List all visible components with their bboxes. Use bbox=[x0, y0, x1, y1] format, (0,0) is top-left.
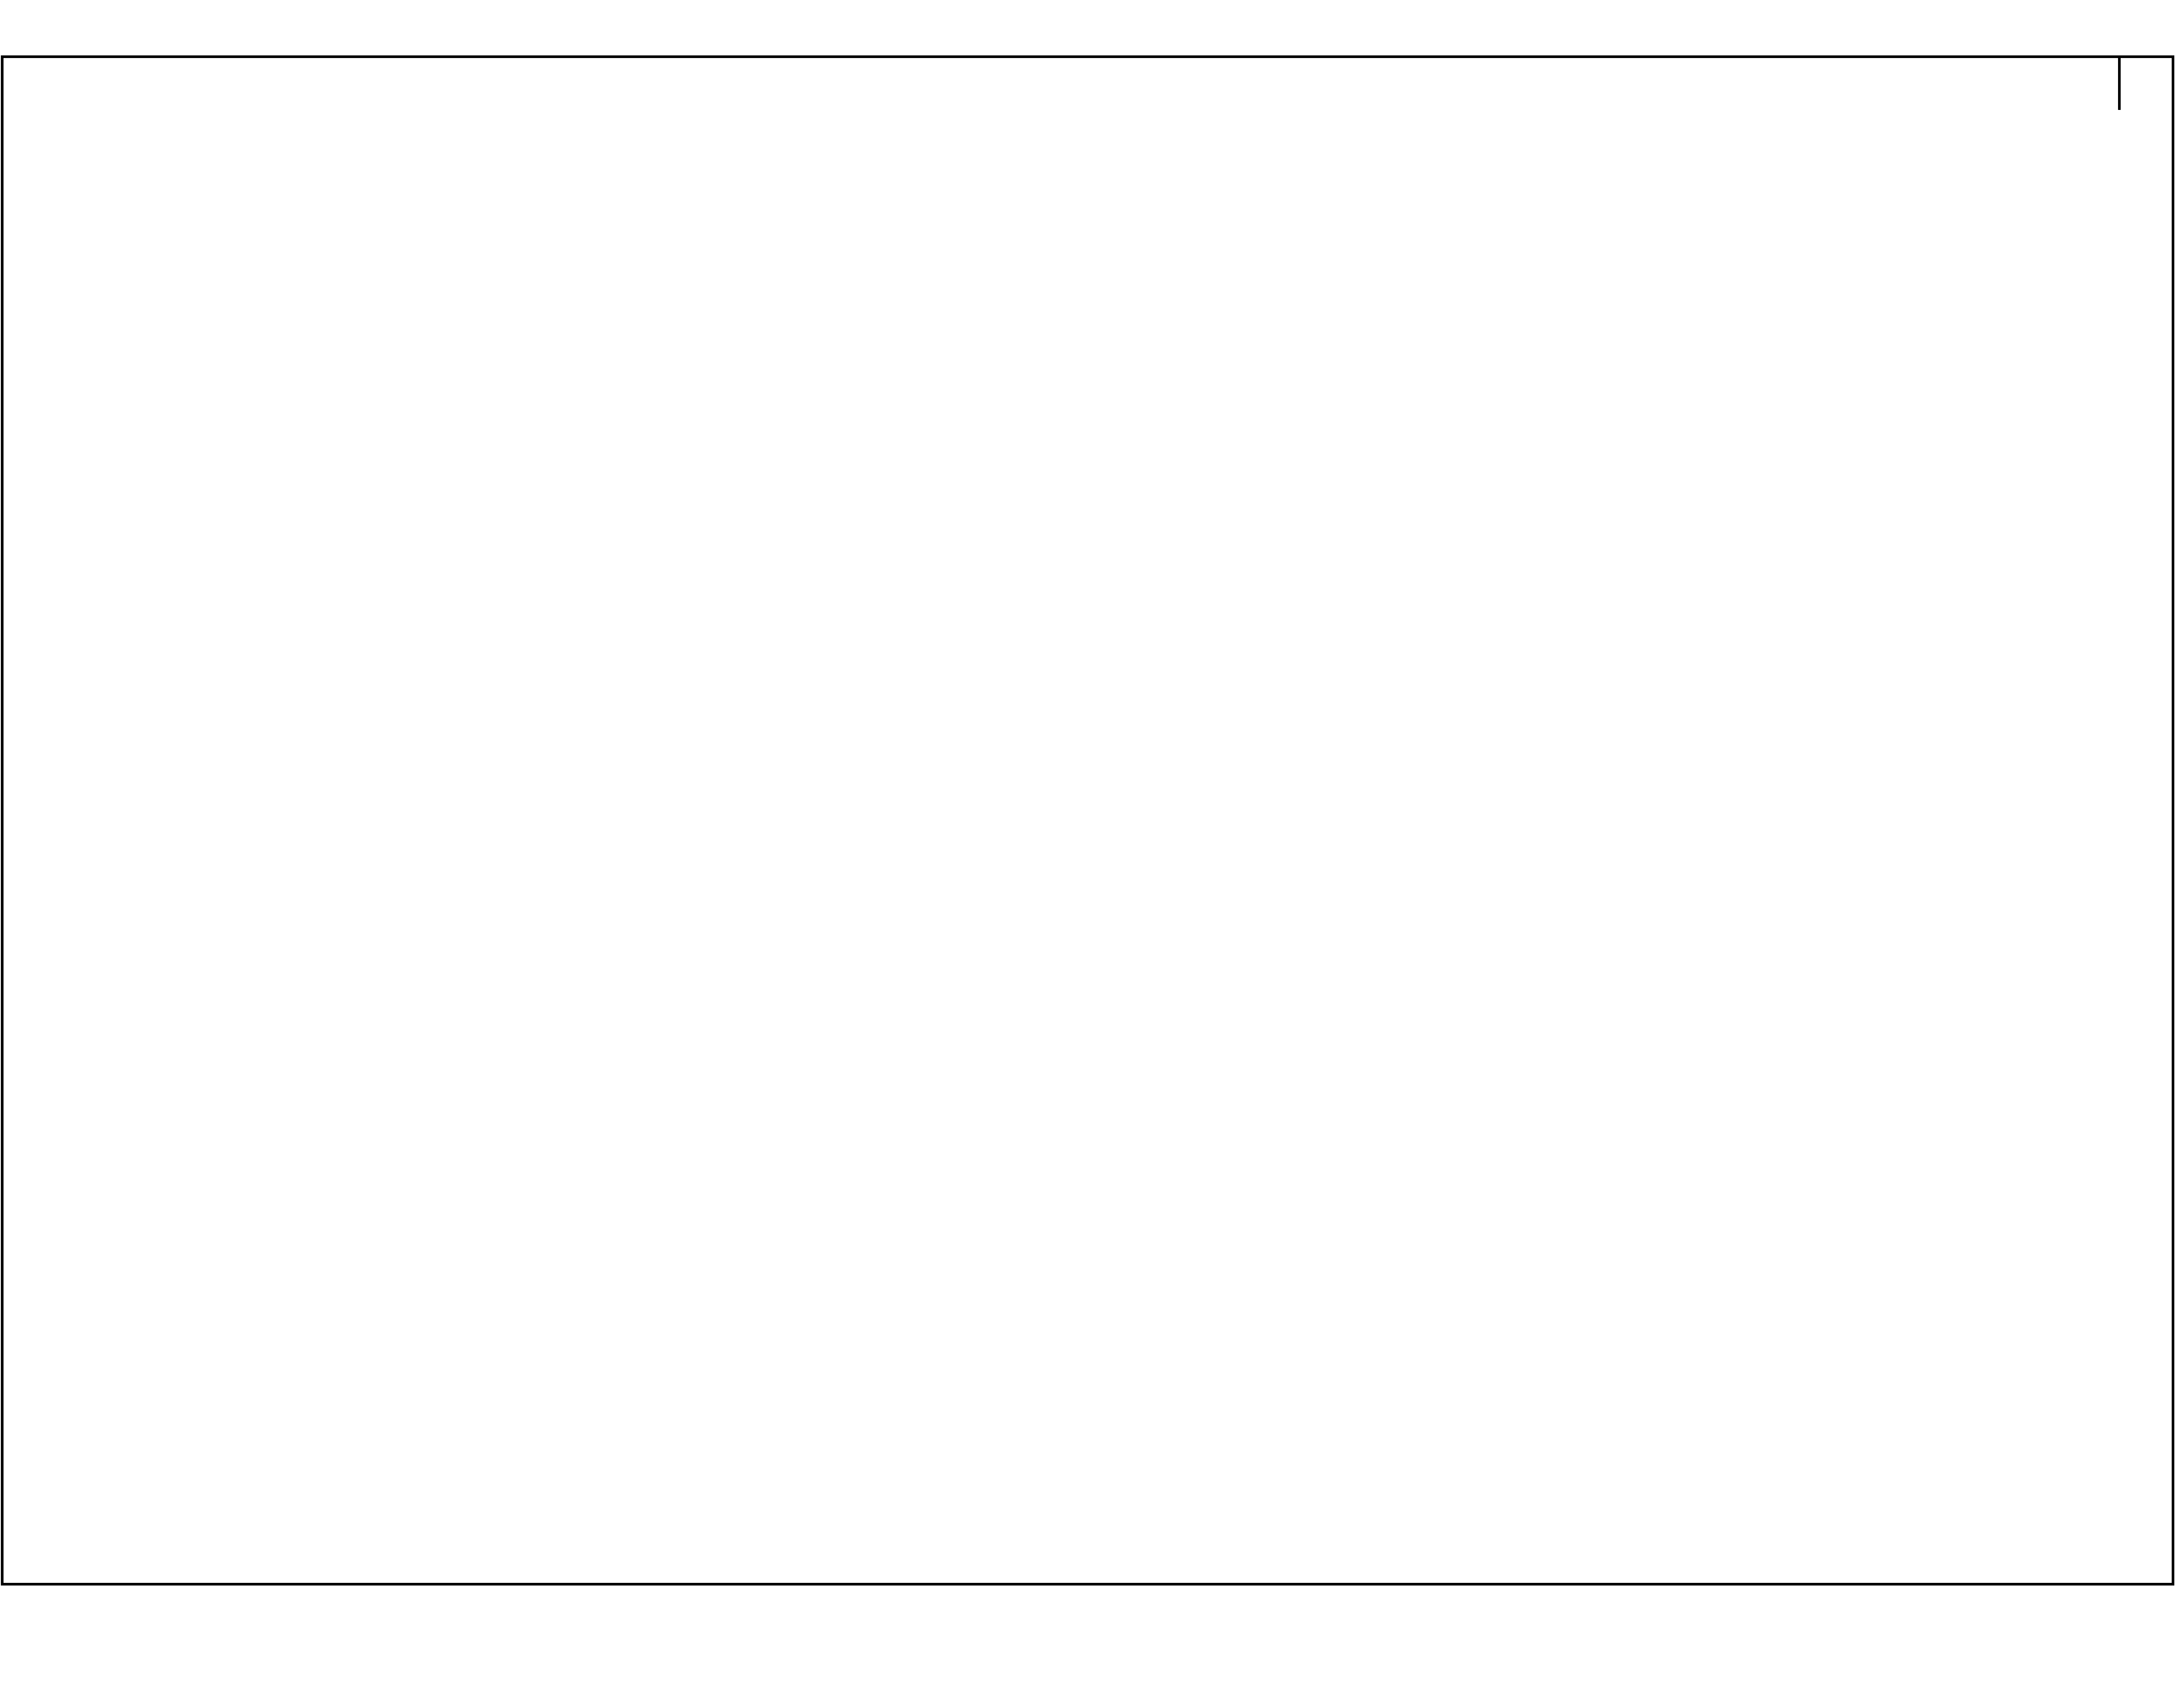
sheet-number-box bbox=[2118, 57, 2121, 110]
sheet-frame bbox=[1, 55, 2174, 1586]
